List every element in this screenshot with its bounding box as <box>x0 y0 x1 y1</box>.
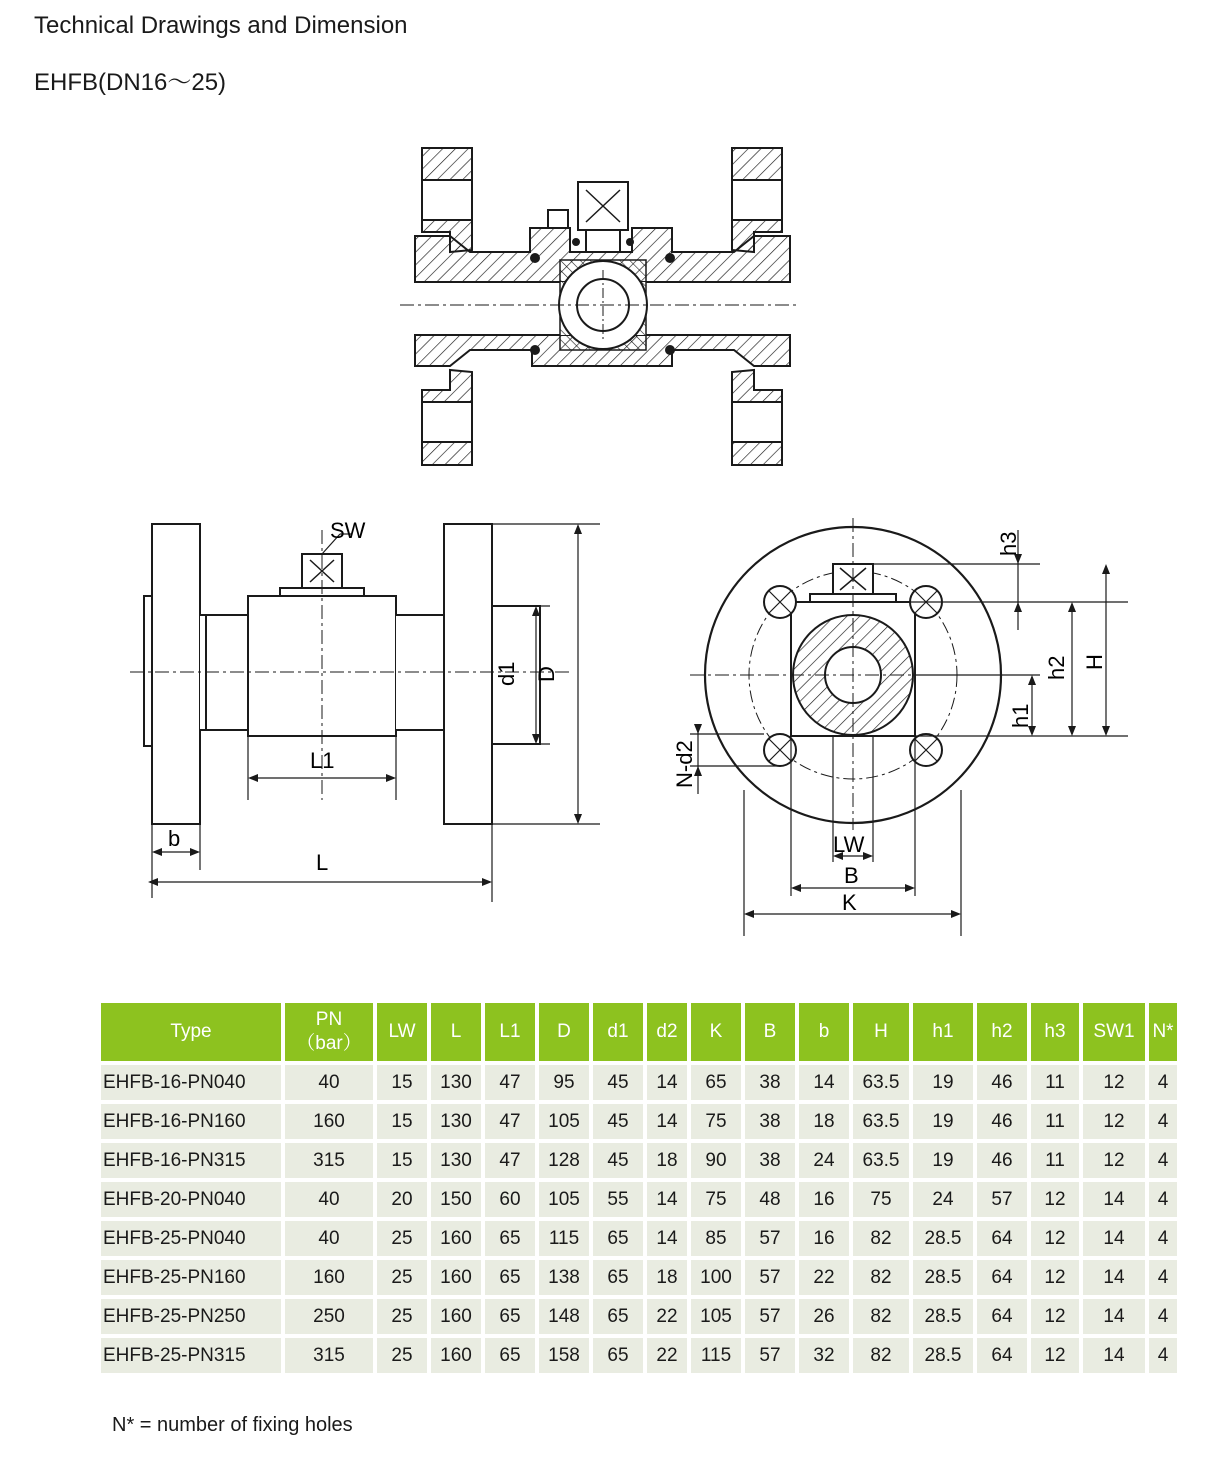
label-d1: d1 <box>494 661 519 686</box>
cell-value: 19 <box>913 1143 973 1178</box>
cell-value: 46 <box>977 1143 1027 1178</box>
cell-value: 45 <box>593 1104 643 1139</box>
cell-value: 315 <box>285 1143 373 1178</box>
cell-value: 65 <box>593 1221 643 1256</box>
cell-value: 65 <box>593 1260 643 1295</box>
label-L1: L1 <box>310 748 335 773</box>
cell-value: 11 <box>1031 1104 1079 1139</box>
cell-value: 12 <box>1031 1338 1079 1373</box>
cell-value: 100 <box>691 1260 741 1295</box>
cell-value: 16 <box>799 1182 849 1217</box>
cell-value: 158 <box>539 1338 589 1373</box>
cell-value: 47 <box>485 1065 535 1100</box>
cell-value: 57 <box>745 1260 795 1295</box>
cell-value: 82 <box>853 1260 909 1295</box>
cell-value: 148 <box>539 1299 589 1334</box>
cell-value: 12 <box>1031 1221 1079 1256</box>
cell-value: 82 <box>853 1338 909 1373</box>
cell-value: 160 <box>285 1104 373 1139</box>
footnote: N* = number of fixing holes <box>112 1414 353 1436</box>
cell-value: 12 <box>1031 1182 1079 1217</box>
label-K: K <box>842 890 857 915</box>
label-L: L <box>316 850 329 875</box>
cell-value: 130 <box>431 1104 481 1139</box>
col-pn <box>285 1003 373 1061</box>
cell-type: EHFB-16-PN315 <box>101 1143 281 1178</box>
cell-value: 160 <box>285 1260 373 1295</box>
table-row <box>101 1221 1177 1256</box>
cell-value: 28.5 <box>913 1338 973 1373</box>
label-b: b <box>168 826 181 851</box>
cell-value: 14 <box>647 1182 687 1217</box>
cell-value: 130 <box>431 1143 481 1178</box>
cell-value: 12 <box>1083 1065 1145 1100</box>
cell-value: 15 <box>377 1104 427 1139</box>
label-h2: h2 <box>1044 655 1069 680</box>
cell-value: 22 <box>647 1299 687 1334</box>
cell-value: 46 <box>977 1104 1027 1139</box>
table-header <box>101 1003 1177 1061</box>
col-d2: d2 <box>647 1003 687 1061</box>
page-title: Technical Drawings and Dimension <box>34 12 408 39</box>
label-h3: h3 <box>996 531 1021 556</box>
cell-value: 105 <box>691 1299 741 1334</box>
cell-value: 64 <box>977 1221 1027 1256</box>
cell-value: 75 <box>691 1182 741 1217</box>
cell-value: 4 <box>1149 1143 1177 1178</box>
cell-value: 64 <box>977 1338 1027 1373</box>
cell-value: 14 <box>799 1065 849 1100</box>
cell-value: 160 <box>431 1260 481 1295</box>
cell-value: 12 <box>1083 1143 1145 1178</box>
cell-value: 14 <box>1083 1182 1145 1217</box>
cell-value: 46 <box>977 1065 1027 1100</box>
cell-type: EHFB-25-PN315 <box>101 1338 281 1373</box>
table-row <box>101 1065 1177 1100</box>
cell-value: 20 <box>377 1182 427 1217</box>
cell-value: 25 <box>377 1221 427 1256</box>
cell-value: 115 <box>539 1221 589 1256</box>
col-pn-label: PN <box>315 1009 343 1030</box>
cell-value: 95 <box>539 1065 589 1100</box>
cell-value: 115 <box>691 1338 741 1373</box>
cell-value: 14 <box>1083 1221 1145 1256</box>
cell-value: 160 <box>431 1299 481 1334</box>
label-LW: LW <box>833 832 865 857</box>
cell-value: 22 <box>799 1260 849 1295</box>
end-view-drawing <box>660 510 1140 940</box>
table-row <box>101 1338 1177 1373</box>
col-d: D <box>539 1003 589 1061</box>
col-type: Type <box>101 1003 281 1061</box>
cell-value: 32 <box>799 1338 849 1373</box>
cell-value: 25 <box>377 1260 427 1295</box>
cell-value: 63.5 <box>853 1104 909 1139</box>
col-h1: h1 <box>913 1003 973 1061</box>
cell-value: 18 <box>799 1104 849 1139</box>
cell-value: 14 <box>1083 1260 1145 1295</box>
cell-type: EHFB-16-PN040 <box>101 1065 281 1100</box>
cell-value: 45 <box>593 1143 643 1178</box>
cell-value: 14 <box>647 1221 687 1256</box>
col-lw: LW <box>377 1003 427 1061</box>
side-view-drawing <box>130 510 610 910</box>
cell-value: 65 <box>485 1299 535 1334</box>
cell-value: 11 <box>1031 1143 1079 1178</box>
cell-value: 14 <box>1083 1299 1145 1334</box>
cell-value: 160 <box>431 1338 481 1373</box>
cell-type: EHFB-25-PN250 <box>101 1299 281 1334</box>
cell-value: 48 <box>745 1182 795 1217</box>
col-h2: h2 <box>977 1003 1027 1061</box>
cell-value: 12 <box>1083 1104 1145 1139</box>
label-n-d2: N-d2 <box>672 740 697 788</box>
cell-value: 14 <box>1083 1338 1145 1373</box>
cell-value: 60 <box>485 1182 535 1217</box>
cell-value: 14 <box>647 1065 687 1100</box>
table-row <box>101 1104 1177 1139</box>
cell-value: 90 <box>691 1143 741 1178</box>
cell-value: 18 <box>647 1260 687 1295</box>
cell-value: 63.5 <box>853 1143 909 1178</box>
cell-value: 64 <box>977 1299 1027 1334</box>
dimension-table <box>97 999 1181 1377</box>
cell-value: 4 <box>1149 1065 1177 1100</box>
label-B: B <box>844 863 859 888</box>
cell-value: 4 <box>1149 1338 1177 1373</box>
cell-value: 40 <box>285 1182 373 1217</box>
cell-value: 4 <box>1149 1221 1177 1256</box>
cell-value: 28.5 <box>913 1260 973 1295</box>
cell-value: 82 <box>853 1299 909 1334</box>
col-h3: h3 <box>1031 1003 1079 1061</box>
cell-value: 11 <box>1031 1065 1079 1100</box>
col-k: K <box>691 1003 741 1061</box>
cell-value: 16 <box>799 1221 849 1256</box>
cell-value: 24 <box>913 1182 973 1217</box>
cell-type: EHFB-25-PN040 <box>101 1221 281 1256</box>
label-D: D <box>534 666 559 682</box>
cell-type: EHFB-16-PN160 <box>101 1104 281 1139</box>
cell-value: 55 <box>593 1182 643 1217</box>
cell-value: 65 <box>593 1299 643 1334</box>
cell-value: 4 <box>1149 1104 1177 1139</box>
col-sw1: SW1 <box>1083 1003 1145 1061</box>
cell-value: 57 <box>745 1221 795 1256</box>
cell-value: 4 <box>1149 1260 1177 1295</box>
col-pn-unit: （bar） <box>296 1033 362 1054</box>
cell-value: 15 <box>377 1065 427 1100</box>
table-body <box>101 1065 1177 1373</box>
cell-value: 47 <box>485 1143 535 1178</box>
cell-value: 19 <box>913 1104 973 1139</box>
cell-value: 160 <box>431 1221 481 1256</box>
cell-value: 85 <box>691 1221 741 1256</box>
cell-value: 12 <box>1031 1299 1079 1334</box>
cell-value: 14 <box>647 1104 687 1139</box>
cell-value: 19 <box>913 1065 973 1100</box>
cell-value: 40 <box>285 1221 373 1256</box>
table-row <box>101 1143 1177 1178</box>
cell-value: 64 <box>977 1260 1027 1295</box>
cell-value: 45 <box>593 1065 643 1100</box>
label-h1: h1 <box>1008 703 1033 728</box>
cell-value: 24 <box>799 1143 849 1178</box>
cell-value: 15 <box>377 1143 427 1178</box>
table-row <box>101 1182 1177 1217</box>
table-row <box>101 1260 1177 1295</box>
cell-value: 250 <box>285 1299 373 1334</box>
cell-value: 4 <box>1149 1299 1177 1334</box>
cell-type: EHFB-25-PN160 <box>101 1260 281 1295</box>
model-subtitle: EHFB(DN16～25) <box>34 69 227 96</box>
cell-value: 28.5 <box>913 1299 973 1334</box>
col-b-lower: b <box>799 1003 849 1061</box>
cell-value: 25 <box>377 1338 427 1373</box>
label-sw: SW <box>330 518 366 543</box>
cell-value: 12 <box>1031 1260 1079 1295</box>
cell-value: 28.5 <box>913 1221 973 1256</box>
label-H: H <box>1082 654 1107 670</box>
col-d1: d1 <box>593 1003 643 1061</box>
cell-value: 57 <box>977 1182 1027 1217</box>
section-drawing <box>400 140 800 480</box>
col-h: H <box>853 1003 909 1061</box>
cell-value: 75 <box>853 1182 909 1217</box>
cell-value: 65 <box>485 1338 535 1373</box>
cell-value: 25 <box>377 1299 427 1334</box>
cell-value: 150 <box>431 1182 481 1217</box>
cell-value: 82 <box>853 1221 909 1256</box>
cell-value: 57 <box>745 1299 795 1334</box>
cell-value: 18 <box>647 1143 687 1178</box>
cell-value: 26 <box>799 1299 849 1334</box>
cell-value: 65 <box>485 1221 535 1256</box>
col-l: L <box>431 1003 481 1061</box>
table-row <box>101 1299 1177 1334</box>
cell-type: EHFB-20-PN040 <box>101 1182 281 1217</box>
cell-value: 130 <box>431 1065 481 1100</box>
cell-value: 65 <box>691 1065 741 1100</box>
cell-value: 38 <box>745 1143 795 1178</box>
cell-value: 65 <box>485 1260 535 1295</box>
cell-value: 128 <box>539 1143 589 1178</box>
col-l1: L1 <box>485 1003 535 1061</box>
cell-value: 105 <box>539 1104 589 1139</box>
cell-value: 40 <box>285 1065 373 1100</box>
cell-value: 47 <box>485 1104 535 1139</box>
cell-value: 38 <box>745 1104 795 1139</box>
cell-value: 75 <box>691 1104 741 1139</box>
col-b-upper: B <box>745 1003 795 1061</box>
cell-value: 65 <box>593 1338 643 1373</box>
cell-value: 105 <box>539 1182 589 1217</box>
cell-value: 38 <box>745 1065 795 1100</box>
cell-value: 315 <box>285 1338 373 1373</box>
cell-value: 57 <box>745 1338 795 1373</box>
col-n: N* <box>1149 1003 1177 1061</box>
cell-value: 63.5 <box>853 1065 909 1100</box>
cell-value: 138 <box>539 1260 589 1295</box>
cell-value: 4 <box>1149 1182 1177 1217</box>
cell-value: 22 <box>647 1338 687 1373</box>
